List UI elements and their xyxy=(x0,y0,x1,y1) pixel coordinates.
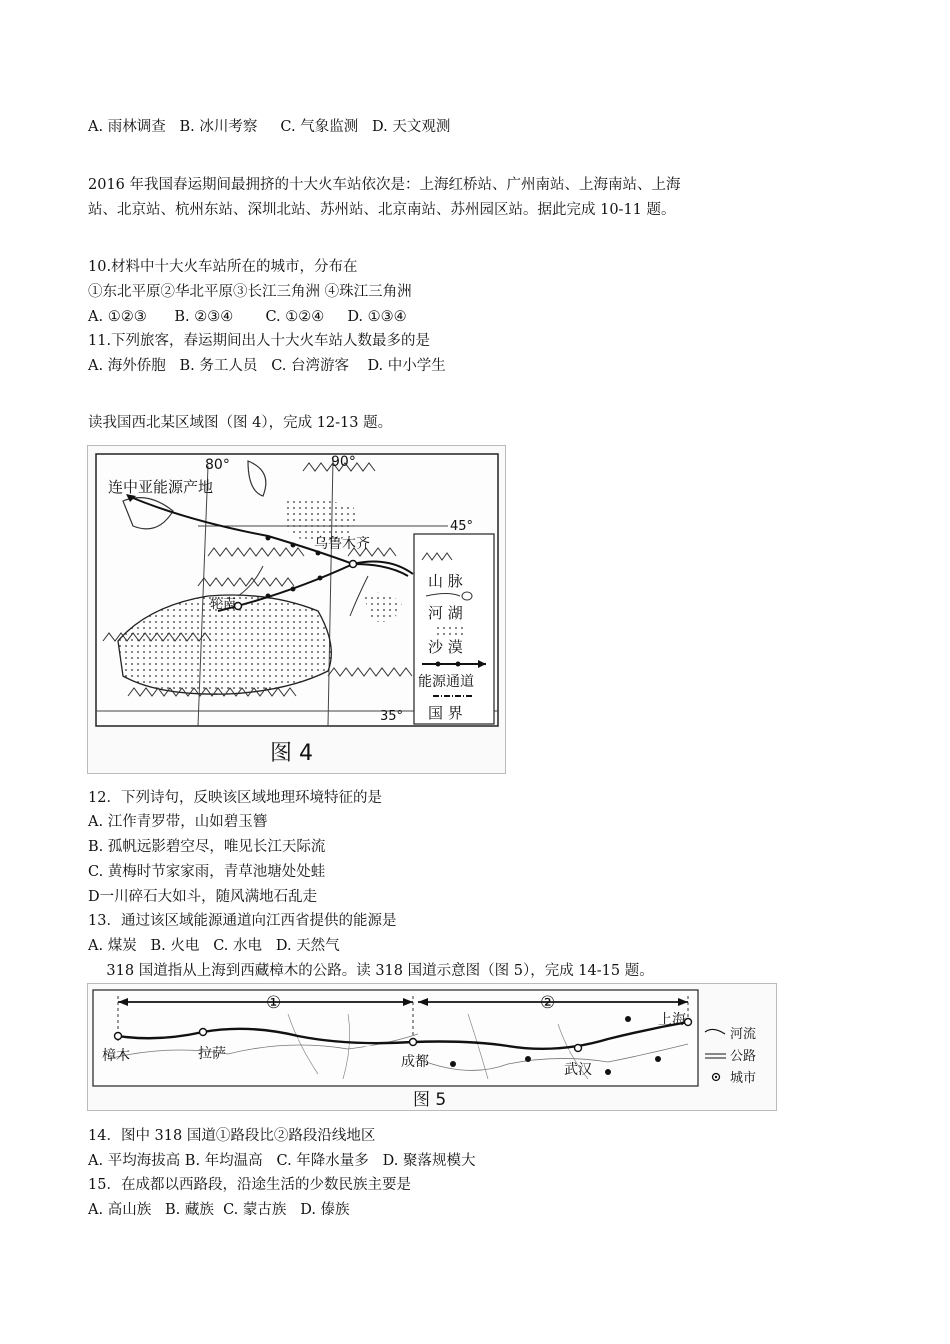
fig4-legend-energy-corridor: 能源通道 xyxy=(418,674,474,690)
fig4-lat-45: 45° xyxy=(450,519,474,534)
q11-stem: 11.下列旅客，春运期间出人十大火车站人数最多的是 xyxy=(88,333,431,349)
figure-4-map xyxy=(87,445,506,774)
q14-stem: 14．图中 318 国道①路段比②路段沿线地区 xyxy=(88,1128,376,1144)
q12-option-a: A. 江作青罗带，山如碧玉簪 xyxy=(88,814,268,830)
fig4-caption: 图 4 xyxy=(270,741,313,766)
q15-stem: 15．在成都以西路段，沿途生活的少数民族主要是 xyxy=(88,1177,411,1193)
q10-stem: 10.材料中十大火车站所在的城市，分布在 xyxy=(88,259,358,275)
q11-options: A. 海外侨胞 B. 务工人员 C. 台湾游客 D. 中小学生 xyxy=(88,358,446,374)
q12-option-b: B. 孤帆远影碧空尽，唯见长江天际流 xyxy=(88,839,326,855)
fig4-urumqi-label: 乌鲁木齐 xyxy=(314,536,370,552)
intro-12-13: 读我国西北某区域图（图 4），完成 12-13 题。 xyxy=(88,415,393,431)
fig5-segment-1: ① xyxy=(266,993,282,1013)
q9-options: A. 雨林调查 B. 冰川考察 C. 气象监测 D. 天文观测 xyxy=(88,119,451,135)
fig4-legend-border: 国 界 xyxy=(428,704,463,722)
fig4-legend-river-lake: 河 湖 xyxy=(428,604,463,622)
q12-stem: 12．下列诗句，反映该区域地理环境特征的是 xyxy=(88,790,382,806)
fig5-city-zhangmu: 樟木 xyxy=(102,1048,130,1064)
fig4-energy-source-label: 连中亚能源产地 xyxy=(108,478,214,496)
q13-stem: 13．通过该区域能源通道向江西省提供的能源是 xyxy=(88,913,397,929)
fig4-legend-mountain: 山 脉 xyxy=(428,572,463,590)
q10-items: ①东北平原②华北平原③长江三角洲 ④珠江三角洲 xyxy=(88,284,412,300)
q13-options: A. 煤炭 B. 火电 C. 水电 D. 天然气 xyxy=(88,938,340,954)
fig5-legend-road: 公路 xyxy=(730,1049,757,1064)
figure-5-map xyxy=(87,983,777,1111)
fig5-city-shanghai: 上海 xyxy=(658,1012,686,1028)
fig5-segment-2: ② xyxy=(540,993,556,1013)
fig4-lon-90: 90° xyxy=(331,454,356,470)
fig5-city-wuhan: 武汉 xyxy=(564,1062,592,1078)
q12-option-d: D一川碎石大如斗，随风满地石乱走 xyxy=(88,889,318,905)
q14-options: A. 平均海拔高 B. 年均温高 C. 年降水量多 D. 聚落规模大 xyxy=(88,1153,476,1169)
intro-10-11-line-1: 2016 年我国春运期间最拥挤的十大火车站依次是：上海红桥站、广州南站、上海南站、上海 xyxy=(88,177,681,193)
fig4-lat-35: 35° xyxy=(380,709,404,724)
q15-options: A. 高山族 B. 藏族 C. 蒙古族 D. 傣族 xyxy=(88,1202,350,1218)
intro-14-15: 318 国道指从上海到西藏樟木的公路。读 318 国道示意图（图 5），完成 14-15 题。 xyxy=(88,963,654,979)
fig4-lunnan-label: 轮南 xyxy=(210,597,237,612)
intro-10-11-line-2: 站、北京站、杭州东站、深圳北站、苏州站、北京南站、苏州园区站。据此完成 10-11 题。 xyxy=(88,202,676,218)
fig5-legend-city: 城市 xyxy=(730,1071,757,1086)
fig5-legend-river: 河流 xyxy=(730,1027,757,1042)
q12-option-c: C. 黄梅时节家家雨，青草池塘处处蛙 xyxy=(88,864,326,880)
q10-options: A. ①②③ B. ②③④ C. ①②④ D. ①③④ xyxy=(88,309,407,325)
fig4-legend-desert: 沙 漠 xyxy=(428,638,463,656)
fig5-city-chengdu: 成都 xyxy=(401,1054,429,1070)
fig5-legend-river-symbol xyxy=(705,1029,725,1034)
fig5-caption: 图 5 xyxy=(413,1090,447,1110)
fig4-lon-80: 80° xyxy=(205,457,230,473)
fig5-city-lhasa: 拉萨 xyxy=(198,1046,226,1062)
